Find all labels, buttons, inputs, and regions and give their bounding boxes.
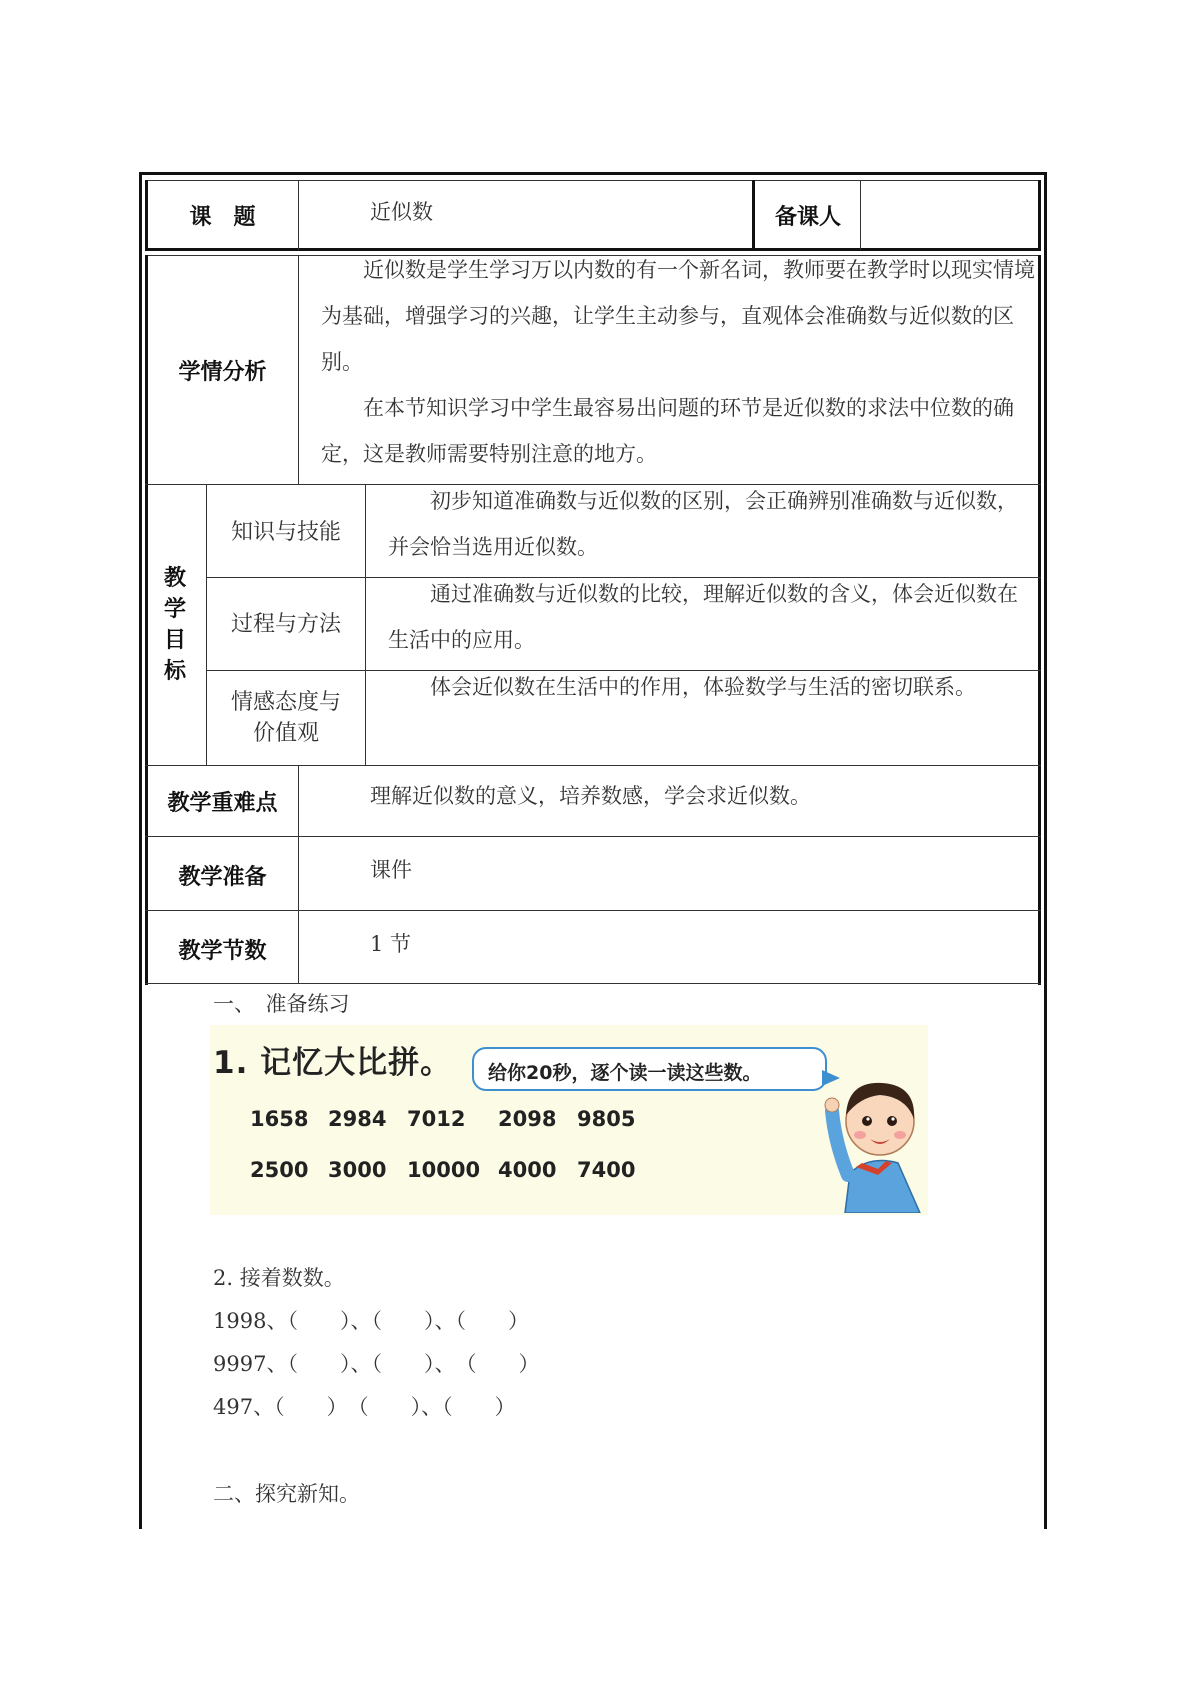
- objective-knowledge-text: [388, 478, 1036, 570]
- section-2-heading: 二、探究新知。: [213, 1482, 360, 1506]
- objectives-bottom-line: [145, 765, 1041, 766]
- periods-label: 教学节数: [178, 939, 267, 964]
- analysis-paragraph-2: 在本节知识学习中学生最容易出问题的环节是近似数的求法中位数的确定，这是教师需要特别注意的地方。: [321, 396, 1014, 466]
- analysis-divider: [298, 255, 299, 485]
- key-points-bottom-line: [145, 836, 1041, 837]
- speech-bubble: [472, 1047, 827, 1091]
- exercise-2-title: 2. 接着数数。: [213, 1266, 345, 1290]
- number-r2-4: 4000: [498, 1158, 557, 1182]
- header-divider-2: [752, 180, 755, 250]
- objectives-label-char-1: 教: [163, 566, 186, 591]
- topic-value: 近似数: [370, 200, 433, 224]
- memory-game-picture: [210, 1025, 928, 1215]
- number-r1-2: 2984: [328, 1107, 387, 1131]
- number-r1-3: 7012: [407, 1107, 466, 1131]
- objective-attitude-text: [388, 664, 1036, 710]
- periods-bottom-line: [145, 983, 1041, 984]
- exercise-2-line-1: 1998、（ ）、（ ）、（ ）: [213, 1309, 529, 1333]
- number-r2-2: 3000: [328, 1158, 387, 1182]
- objective-attitude-label-line-1: 情感态度与: [230, 690, 341, 715]
- analysis-label: 学情分析: [178, 360, 267, 385]
- objectives-divider-1: [206, 484, 207, 766]
- header-inner-top: [145, 180, 1041, 181]
- analysis-text: [321, 247, 1036, 477]
- section-1-heading: 一、 准备练习: [213, 992, 350, 1016]
- objective-attitude-paragraph: 体会近似数在生活中的作用，体验数学与生活的密切联系。: [430, 675, 976, 699]
- objective-attitude-label-line-2: 价值观: [252, 721, 319, 746]
- speech-bubble-text: 给你20秒，逐个读一读这些数。: [488, 1062, 762, 1084]
- header-divider-1: [298, 180, 299, 250]
- exercise-2-line-2: 9997、（ ）、（ ）、 （ ）: [213, 1352, 540, 1376]
- objectives-label-char-4: 标: [163, 659, 186, 684]
- cartoon-boy-illustration: [820, 1063, 930, 1213]
- objectives-divider-2: [365, 484, 366, 766]
- number-r2-1: 2500: [250, 1158, 309, 1182]
- objective-knowledge-label: 知识与技能: [230, 520, 341, 545]
- exercise-2-line-3: 497、（ ） （ ）、（ ）: [213, 1395, 516, 1419]
- objectives-label-char-3: 目: [163, 628, 186, 653]
- key-points-value: 理解近似数的意义，培养数感，学会求近似数。: [370, 784, 811, 808]
- table-top-border: [139, 172, 1047, 175]
- key-points-label: 教学重难点: [167, 791, 278, 816]
- header-left-border: [145, 180, 148, 250]
- analysis-paragraph-1: 近似数是学生学习万以内数的有一个新名词，教师要在教学时以现实情境为基础，增强学习的兴趣，让学生主动参与，直观体会准确数与近似数的区别。: [321, 258, 1035, 374]
- number-r1-1: 1658: [250, 1107, 309, 1131]
- objective-process-text: [388, 571, 1036, 663]
- preparation-value: 课件: [370, 858, 412, 882]
- preparation-bottom-line: [145, 910, 1041, 911]
- table-right-border: [1038, 255, 1041, 985]
- lower-rows-divider: [298, 765, 299, 983]
- number-r1-4: 2098: [498, 1107, 557, 1131]
- objectives-label-char-2: 学: [163, 597, 186, 622]
- number-r2-5: 7400: [577, 1158, 636, 1182]
- objectives-label: [160, 563, 190, 687]
- preparation-label: 教学准备: [178, 865, 267, 890]
- objective-attitude-label: [210, 687, 362, 749]
- picture-title: 1. 记忆大比拼。: [213, 1045, 453, 1081]
- objective-knowledge-paragraph: 初步知道准确数与近似数的区别，会正确辨别准确数与近似数，并会恰当选用近似数。: [388, 489, 1018, 559]
- table-left-border: [145, 255, 148, 985]
- preparer-label: 备课人: [774, 205, 841, 230]
- periods-value: 1 节: [370, 932, 412, 956]
- number-r2-3: 10000: [407, 1158, 481, 1182]
- number-r1-5: 9805: [577, 1107, 636, 1131]
- objective-process-label: 过程与方法: [230, 612, 341, 637]
- header-right-border: [1038, 180, 1041, 250]
- objective-process-paragraph: 通过准确数与近似数的比较，理解近似数的含义，体会近似数在生活中的应用。: [388, 582, 1018, 652]
- header-divider-3: [860, 180, 861, 250]
- topic-label: 课 题: [189, 205, 256, 230]
